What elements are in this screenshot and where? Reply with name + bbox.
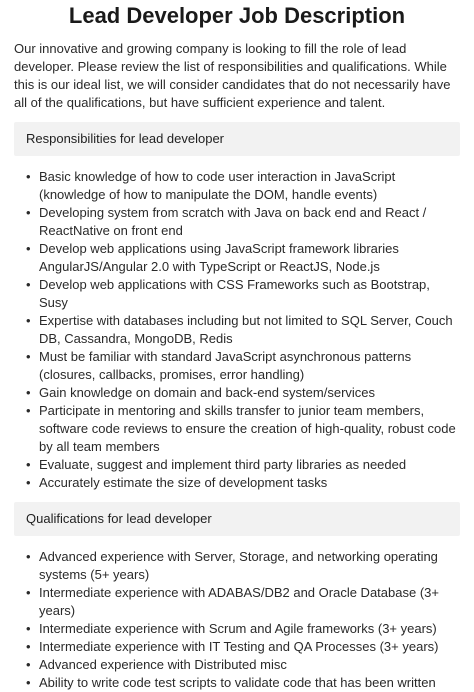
list-item-text: Ability to write code test scripts to validate code that has been written (39, 675, 436, 690)
list-item-text: Intermediate experience with ADABAS/DB2 and Oracle Database (3+ years) (39, 585, 439, 618)
list-item-text: Advanced experience with Distributed misc (39, 657, 287, 672)
list-item-text: Intermediate experience with Scrum and Agile frameworks (3+ years) (39, 621, 437, 636)
list-item (26, 204, 460, 240)
bullet-icon: • (26, 639, 31, 654)
list-item-text: Evaluate, suggest and implement third party libraries as needed (39, 457, 407, 472)
list-item (26, 456, 460, 474)
list-item-text: Basic knowledge of how to code user interaction in JavaScript (knowledge of how to manipulate the DOM, handle events) (39, 169, 396, 202)
list-item-text: Accurately estimate the size of development tasks (39, 475, 328, 490)
list-item (26, 656, 460, 674)
qualifications-header: Qualifications for lead developer (14, 502, 460, 536)
list-item (26, 584, 460, 620)
bullet-icon: • (26, 675, 31, 690)
list-item-text: Develop web applications using JavaScript framework libraries AngularJS/Angular 2.0 with TypeScript or ReactJS, Node.js (39, 241, 399, 274)
bullet-icon: • (26, 549, 31, 564)
list-item-text: Develop web applications with CSS Frameworks such as Bootstrap, Susy (39, 277, 430, 310)
bullet-icon: • (26, 385, 31, 400)
bullet-icon: • (26, 313, 31, 328)
list-item (26, 402, 460, 456)
list-item (26, 638, 460, 656)
list-item (26, 348, 460, 384)
list-item-text: Developing system from scratch with Java on back end and React / ReactNative on front end (39, 205, 427, 238)
bullet-icon: • (26, 277, 31, 292)
page-title: Lead Developer Job Description (68, 3, 406, 28)
bullet-icon: • (26, 205, 31, 220)
bullet-icon: • (26, 403, 31, 418)
intro-paragraph: Our innovative and growing company is looking to fill the role of lead developer. Please review the list of responsibilities and qualifications. While this is our ideal list, we will consider candidates that do not necessarily have all of the qualifications, but have sufficient experience and talent. (14, 41, 451, 110)
bullet-icon: • (26, 585, 31, 600)
bullet-icon: • (26, 621, 31, 636)
qualifications-list (14, 548, 460, 692)
list-item (26, 620, 460, 638)
list-item-text: Advanced experience with Server, Storage, and networking operating systems (5+ years) (39, 549, 438, 582)
list-item-text: Intermediate experience with IT Testing and QA Processes (3+ years) (39, 639, 439, 654)
bullet-icon: • (26, 475, 31, 490)
list-item-text: Gain knowledge on domain and back-end system/services (39, 385, 376, 400)
list-item-text: Expertise with databases including but not limited to SQL Server, Couch DB, Cassandra, MongoDB, Redis (39, 313, 453, 346)
list-item (26, 240, 460, 276)
responsibilities-list (14, 168, 460, 492)
list-item (26, 674, 460, 692)
list-item (26, 474, 460, 492)
list-item (26, 548, 460, 584)
list-item (26, 276, 460, 312)
bullet-icon: • (26, 169, 31, 184)
bullet-icon: • (26, 457, 31, 472)
list-item (26, 168, 460, 204)
bullet-icon: • (26, 657, 31, 672)
list-item-text: Must be familiar with standard JavaScript asynchronous patterns (closures, callbacks, promises, error handling) (39, 349, 412, 382)
bullet-icon: • (26, 349, 31, 364)
list-item (26, 384, 460, 402)
list-item (26, 312, 460, 348)
list-item-text: Participate in mentoring and skills transfer to junior team members, software code reviews to ensure the creation of high-quality, robust code by all team members (39, 403, 456, 454)
responsibilities-header: Responsibilities for lead developer (14, 122, 460, 156)
bullet-icon: • (26, 241, 31, 256)
